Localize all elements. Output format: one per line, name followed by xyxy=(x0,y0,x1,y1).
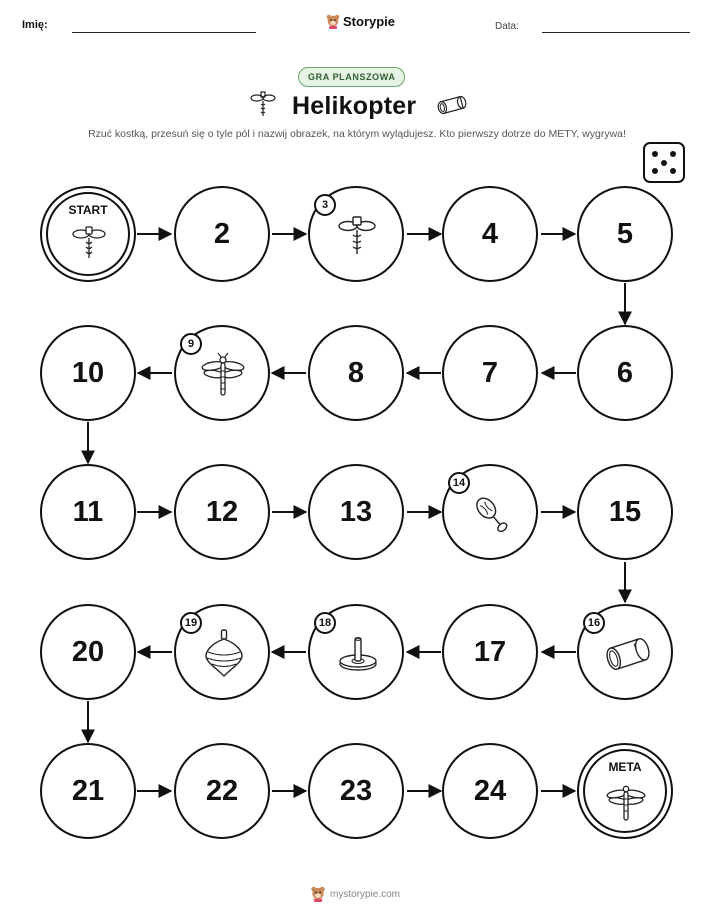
board-space-22[interactable] xyxy=(174,743,270,839)
space-number-badge: 18 xyxy=(314,612,336,634)
board-space-4[interactable] xyxy=(442,186,538,282)
board-space-12[interactable] xyxy=(174,464,270,560)
spindle-top-icon xyxy=(336,634,380,676)
paper-tube-icon xyxy=(603,634,653,674)
space-number: 2 xyxy=(213,217,231,250)
space-number: 12 xyxy=(205,495,239,528)
page-title: Helikopter xyxy=(292,92,417,120)
space-number: 6 xyxy=(616,356,634,389)
name-label: Imię: xyxy=(22,19,48,31)
start-space[interactable] xyxy=(40,186,136,282)
board-space-20[interactable] xyxy=(40,604,136,700)
maple-seed-helicopter-icon xyxy=(338,214,376,260)
date-label: Data: xyxy=(495,21,519,32)
board-space-8[interactable] xyxy=(308,325,404,421)
instructions: Rzuć kostką, przesuń się o tyle pól i nazwij obrazek, na którym wylądujesz. Kto pierwszy dotrze do METY, wygrywa! xyxy=(88,128,626,140)
start-label: START xyxy=(68,203,108,217)
board-space-7[interactable] xyxy=(442,325,538,421)
finish-space[interactable] xyxy=(577,743,673,839)
board-space-6[interactable] xyxy=(577,325,673,421)
bear-icon xyxy=(310,886,326,902)
space-number-badge: 14 xyxy=(448,472,470,494)
board-space-14[interactable] xyxy=(442,464,538,560)
spinning-top-icon xyxy=(202,628,246,680)
dragonfly-icon xyxy=(200,351,246,399)
board-space-5[interactable] xyxy=(577,186,673,282)
board-space-13[interactable] xyxy=(308,464,404,560)
space-number: 21 xyxy=(71,774,105,807)
board-space-21[interactable] xyxy=(40,743,136,839)
board-space-3[interactable] xyxy=(308,186,404,282)
footer xyxy=(310,886,400,902)
space-number: 10 xyxy=(71,356,105,389)
space-number-badge: 16 xyxy=(583,612,605,634)
board-space-24[interactable] xyxy=(442,743,538,839)
space-number: 15 xyxy=(608,495,642,528)
space-number: 20 xyxy=(71,635,105,668)
board-space-18[interactable] xyxy=(308,604,404,700)
board-space-2[interactable] xyxy=(174,186,270,282)
space-number: 23 xyxy=(339,774,373,807)
space-number: 17 xyxy=(473,635,507,668)
finish-label: META xyxy=(608,760,642,774)
board-space-10[interactable] xyxy=(40,325,136,421)
brand-name: Storypie xyxy=(343,14,396,29)
space-number: 4 xyxy=(481,217,499,250)
space-number: 11 xyxy=(72,495,104,528)
board-space-19[interactable] xyxy=(174,604,270,700)
board-space-11[interactable] xyxy=(40,464,136,560)
space-number: 8 xyxy=(347,356,365,389)
board-space-23[interactable] xyxy=(308,743,404,839)
board-space-17[interactable] xyxy=(442,604,538,700)
space-number: 13 xyxy=(339,495,373,528)
board-space-9[interactable] xyxy=(174,325,270,421)
maple-seed-helicopter-icon xyxy=(72,224,106,264)
space-number: 22 xyxy=(205,774,239,807)
space-number-badge: 3 xyxy=(314,194,336,216)
board-space-16[interactable] xyxy=(577,604,673,700)
space-number: 5 xyxy=(616,217,634,250)
board-space-15[interactable] xyxy=(577,464,673,560)
seed-pod-icon xyxy=(470,494,514,536)
game-type-badge: GRA PLANSZOWA xyxy=(298,67,405,87)
space-number-badge: 19 xyxy=(180,612,202,634)
space-number: 24 xyxy=(473,774,507,807)
dragonfly-icon xyxy=(605,781,647,823)
space-number: 7 xyxy=(481,356,499,389)
space-number-badge: 9 xyxy=(180,333,202,355)
footer-url[interactable]: mystorypie.com xyxy=(330,888,401,900)
